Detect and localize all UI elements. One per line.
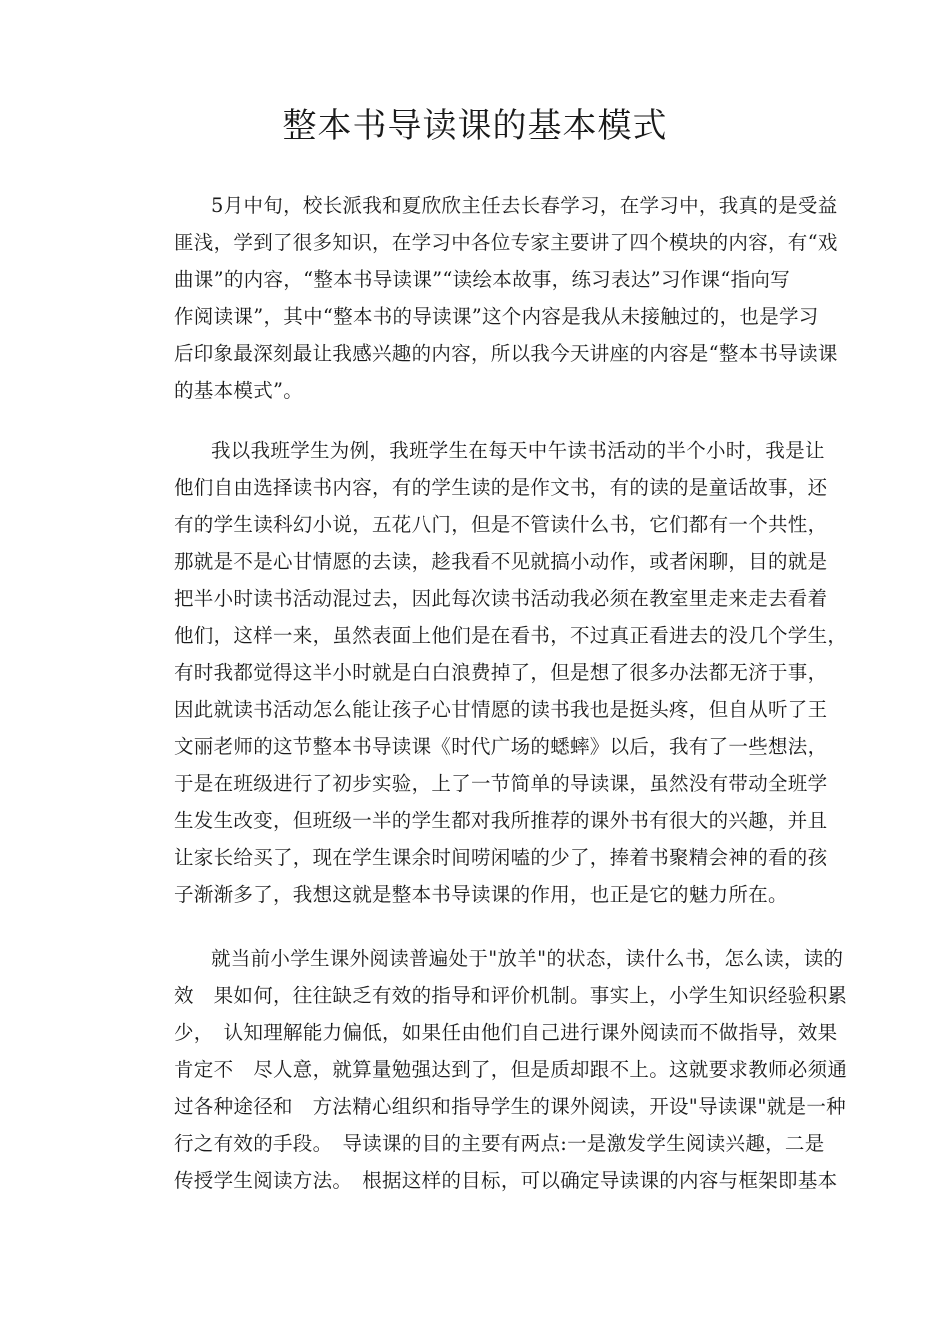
text-line: 过各种途径和 方法精心组织和指导学生的课外阅读，开设"导读课"就是一种 xyxy=(174,1095,846,1118)
text-line: 因此就读书活动怎么能让孩子心甘情愿的读书我也是挺头疼，但自从听了王 xyxy=(174,698,828,721)
text-line: 子渐渐多了，我想这就是整本书导读课的作用，也正是它的魅力所在。 xyxy=(174,883,788,906)
text-line: 就当前小学生课外阅读普遍处于"放羊"的状态，读什么书，怎么读，读的 xyxy=(211,947,844,970)
text-line: 行之有效的手段。 导读课的目的主要有两点:一是激发学生阅读兴趣，二是 xyxy=(174,1132,825,1155)
text-line: 那就是不是心甘情愿的去读，趁我看不见就搞小动作，或者闲聊，目的就是 xyxy=(174,550,828,573)
paragraph-3 xyxy=(174,940,848,1199)
text-line: 他们，这样一来，虽然表面上他们是在看书，不过真正看进去的没几个学生， xyxy=(174,624,848,647)
text-line: 他们自由选择读书内容，有的学生读的是作文书，有的读的是童话故事，还 xyxy=(174,476,828,499)
document-title: 整本书导读课的基本模式 xyxy=(282,106,668,146)
text-line: 5月中旬，校长派我和夏欣欣主任去长春学习，在学习中，我真的是受益 xyxy=(211,194,838,217)
text-line: 让家长给买了，现在学生课余时间唠闲嗑的少了，捧着书聚精会神的看的孩 xyxy=(174,846,828,869)
text-line: 传授学生阅读方法。 根据这样的目标，可以确定导读课的内容与框架即基本 xyxy=(174,1169,838,1192)
text-line: 效 果如何，往往缺乏有效的指导和评价机制。事实上，小学生知识经验积累 xyxy=(174,984,848,1007)
text-line: 作阅读课”，其中“整本书的导读课”这个内容是我从未接触过的，也是学习 xyxy=(174,305,819,328)
text-line: 生发生改变，但班级一半的学生都对我所推荐的课外书有很大的兴趣，并且 xyxy=(174,809,828,832)
text-line: 有的学生读科幻小说，五花八门，但是不管读什么书，它们都有一个共性， xyxy=(174,513,828,536)
text-line: 少， 认知理解能力偏低，如果任由他们自己进行课外阅读而不做指导，效果 xyxy=(174,1021,838,1044)
text-line: 于是在班级进行了初步实验，上了一节简单的导读课，虽然没有带动全班学 xyxy=(174,772,828,795)
paragraph-1 xyxy=(174,187,838,409)
text-line: 我以我班学生为例，我班学生在每天中午读书活动的半个小时，我是让 xyxy=(211,439,825,462)
text-line: 匪浅，学到了很多知识，在学习中各位专家主要讲了四个模块的内容，有“戏 xyxy=(174,231,838,254)
text-line: 有时我都觉得这半小时就是白白浪费掉了，但是想了很多办法都无济于事， xyxy=(174,661,828,684)
text-line: 后印象最深刻最让我感兴趣的内容，所以我今天讲座的内容是“整本书导读课 xyxy=(174,342,838,365)
text-line: 文丽老师的这节整本书导读课《时代广场的蟋蟀》以后，我有了一些想法， xyxy=(174,735,828,758)
text-line: 肯定不 尽人意，就算量勉强达到了，但是质却跟不上。这就要求教师必须通 xyxy=(174,1058,848,1081)
text-line: 把半小时读书活动混过去，因此每次读书活动我必须在教室里走来走去看着 xyxy=(174,587,828,610)
text-line: 曲课”的内容，“整本书导读课”“读绘本故事，练习表达”习作课“指向写 xyxy=(174,268,791,291)
text-line: 的基本模式”。 xyxy=(174,379,304,402)
paragraph-2 xyxy=(174,432,848,913)
